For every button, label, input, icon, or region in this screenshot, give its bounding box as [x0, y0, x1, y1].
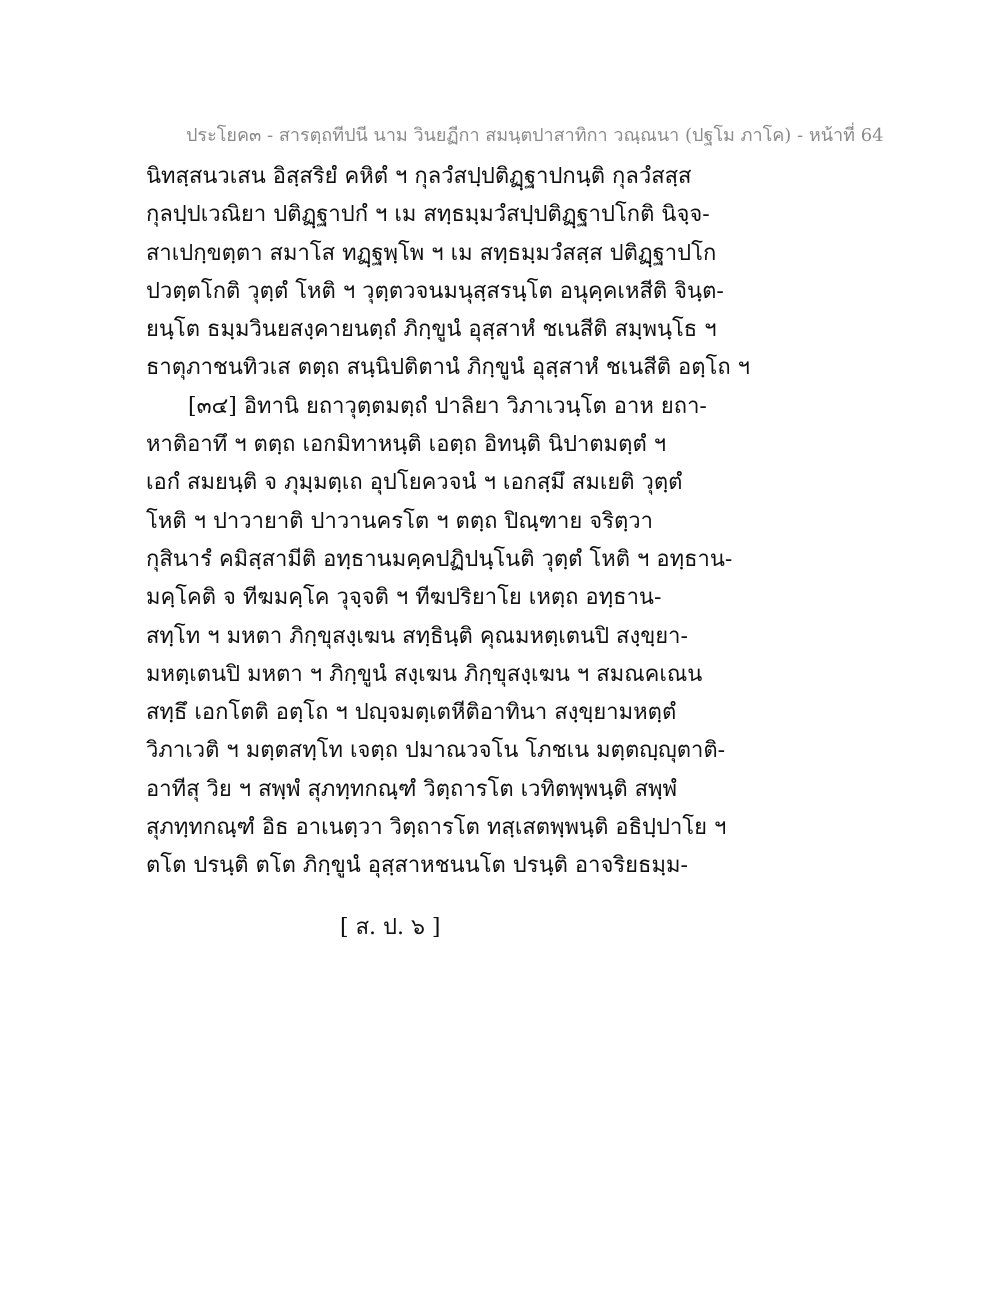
text-line: สทฺธึ เอกโตติ อตฺโถ ฯ ปญฺจมตฺเตหีติอาทินา สงฺขฺยามหตฺตํ — [146, 700, 677, 726]
text-line: สุภทฺทกณฺฑํ อิธ อาเนตฺวา วิตฺถารโต ทสฺเสตพฺพนฺติ อธิปฺปาโย ฯ — [146, 815, 727, 841]
text-line: วิภาเวติ ฯ มตฺตสทฺโท เจตฺถ ปมาณวจโน โภชเน มตฺตญฺญุตาติ- — [146, 738, 726, 764]
text-line: นิทสฺสนวเสน อิสฺสริยํ คหิตํ ฯ กุลวํสปฺปติฏฺฐาปกนฺติ กุลวํสสฺส — [146, 164, 692, 189]
text-line: สาเปกฺขตฺตา สมาโส ทฏฺฐพฺโพ ฯ เม สทฺธมฺมวํสสฺส ปติฏฺฐาปโก — [146, 240, 717, 266]
text-line-paragraph-start: [๓๔] อิทานิ ยถาวุตฺตมตฺถํ ปาลิยา วิภาเวนฺโต อาห ยถา- — [188, 393, 707, 419]
text-line: อาทีสุ วิย ฯ สพฺพํ สุภทฺทกณฺฑํ วิตฺถารโต เวทิตพฺพนฺติ สพฺพํ — [146, 776, 678, 802]
page-header: ประโยค๓ - สารตฺถทีปนี นาม วินยฏีกา สมนฺตปาสาทิกา วณฺณนา (ปฐโม ภาโค) - หน้าที่ 64 — [186, 125, 884, 146]
text-line: มคฺโคติ จ ทีฆมคฺโค วุจฺจติ ฯ ทีฆปริยาโย เหตฺถ อทฺธาน- — [146, 585, 662, 611]
signature-mark: [ ส. ป. ๖ ] — [340, 915, 441, 940]
text-line: เอกํ สมยนฺติ จ ภุมฺมตฺเถ อุปโยควจนํ ฯ เอกสฺมึ สมเยติ วุตฺตํ — [146, 470, 683, 496]
text-line: มหตฺเตนปิ มหตา ฯ ภิกฺขูนํ สงฺเฆน ภิกฺขุสงฺเฆน ฯ สมณคเณน — [146, 661, 703, 687]
text-line: สทฺโท ฯ มหตา ภิกฺขุสงฺเฆน สทฺธินฺติ คุณมหตฺเตนปิ สงฺขฺยา- — [146, 623, 688, 649]
text-line: โหติ ฯ ปาวายาติ ปาวานครโต ฯ ตตฺถ ปิณฺฑาย จริตฺวา — [146, 508, 653, 534]
text-line: ธาตุภาชนทิวเส ตตฺถ สนฺนิปติตานํ ภิกฺขูนํ อุสฺสาหํ ชเนสีติ อตฺโถ ฯ — [146, 355, 751, 381]
text-line: ปวตฺตโกติ วุตฺตํ โหติ ฯ วุตฺตวจนมนุสฺสรนฺโต อนุคฺคเหสีติ จินฺต- — [146, 278, 724, 304]
body-text — [146, 158, 826, 886]
text-line: ตโต ปรนฺติ ตโต ภิกฺขูนํ อุสฺสาหชนนโต ปรนฺติ อาจริยธมฺม- — [146, 853, 688, 879]
text-line: หาติอาทึ ฯ ตตฺถ เอกมิทาหนฺติ เอตฺถ อิทนฺติ นิปาตมตฺตํ ฯ — [146, 432, 667, 458]
text-line: กุสินารํ คมิสฺสามีติ อทฺธานมคฺคปฏิปนฺโนติ วุตฺตํ โหติ ฯ อทฺธาน- — [146, 546, 733, 572]
text-line: ยนฺโต ธมฺมวินยสงฺคายนตฺถํ ภิกฺขูนํ อุสฺสาหํ ชเนสีติ สมฺพนฺโธ ฯ — [146, 317, 717, 343]
text-line: กุลปฺปเวณิยา ปติฏฺฐาปกํ ฯ เม สทฺธมฺมวํสปฺปติฏฺฐาปโกติ นิจฺจ- — [146, 202, 710, 228]
